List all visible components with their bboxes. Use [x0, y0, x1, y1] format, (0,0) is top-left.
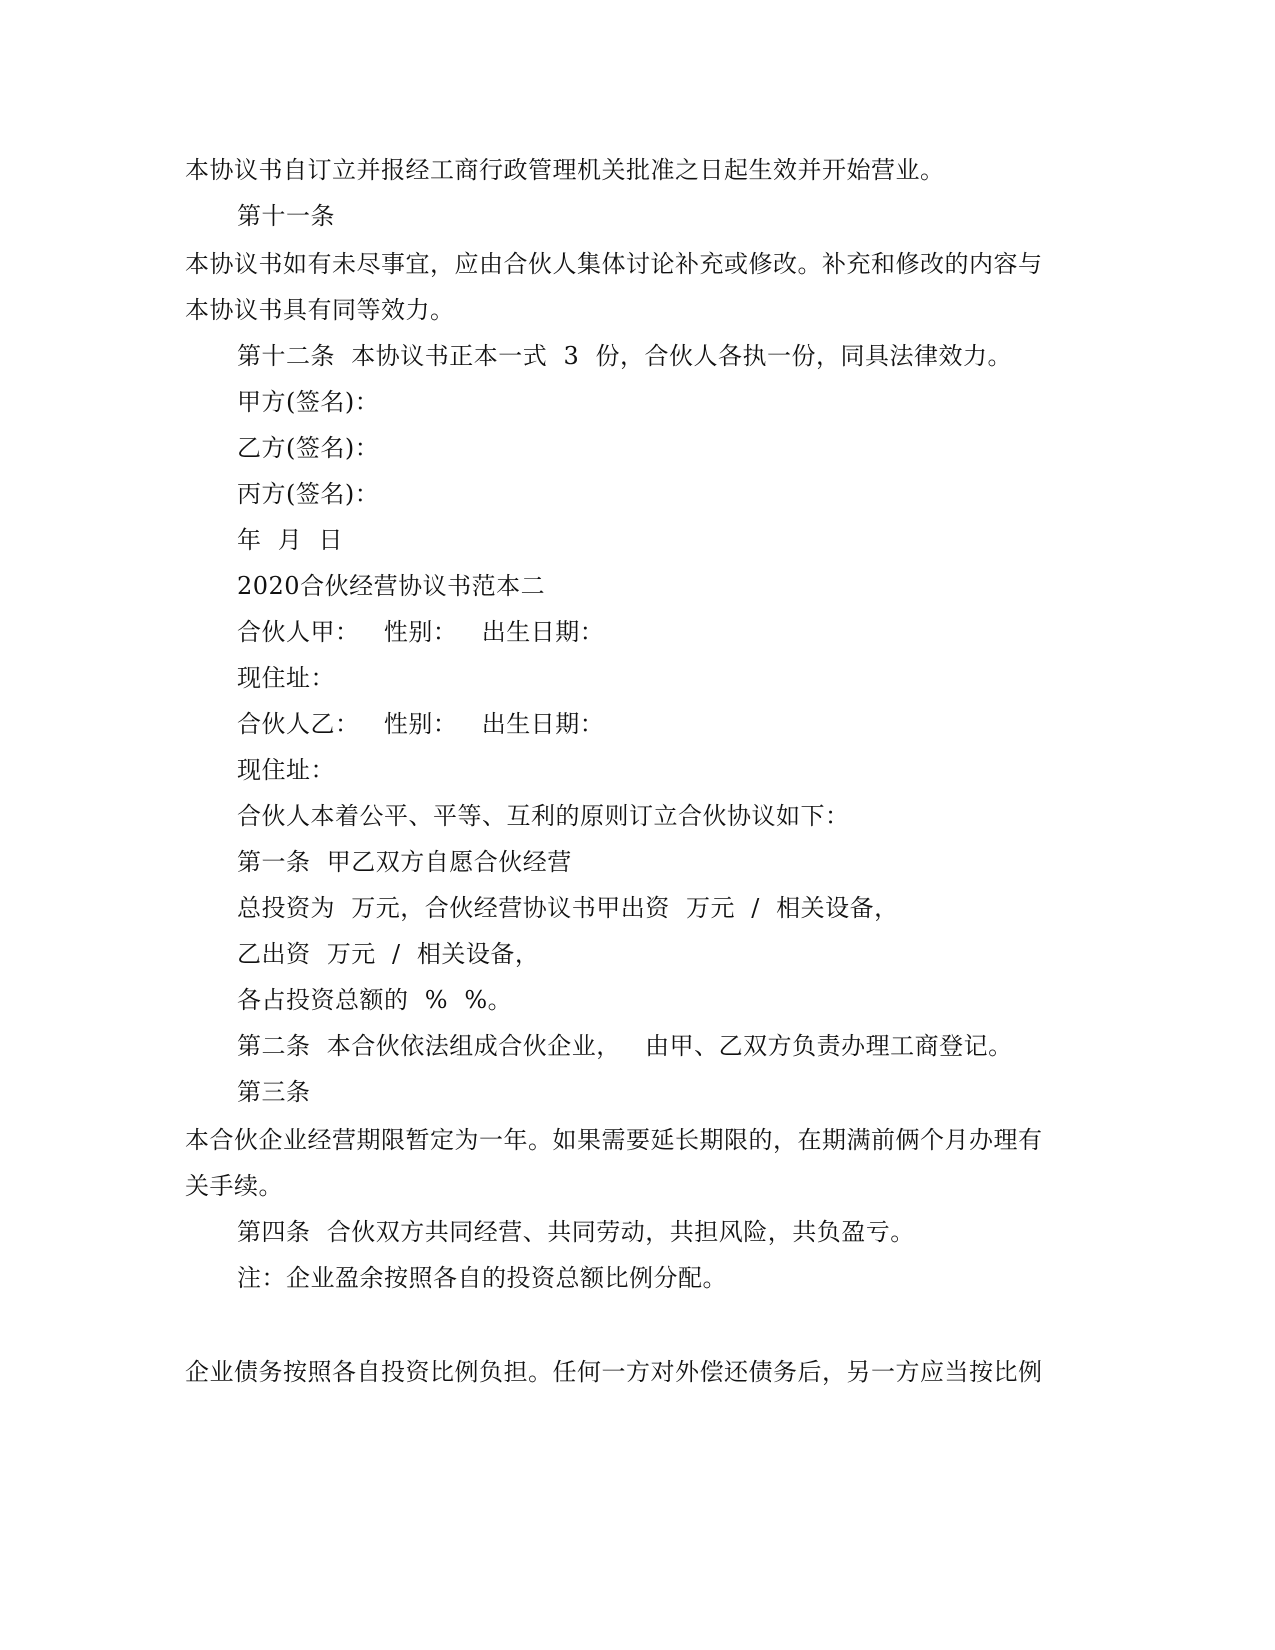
paragraph-effective-date: 本协议书自订立并报经工商行政管理机关批准之日起生效并开始营业。: [185, 156, 945, 184]
signature-date: 年 月 日: [237, 526, 344, 554]
article-1-heading: 第一条 甲乙双方自愿合伙经营: [237, 848, 572, 876]
article-3-heading: 第三条: [237, 1078, 311, 1106]
partner-b-info: 合伙人乙： 性别： 出生日期：: [237, 710, 605, 738]
article-12-text: 第十二条 本协议书正本一式 3 份，合伙人各执一份，同具法律效力。: [237, 342, 1013, 370]
article-2-text: 第二条 本合伙依法组成合伙企业， 由甲、乙双方负责办理工商登记。: [237, 1032, 1013, 1060]
article-11-text-line-2: 本协议书具有同等效力。: [185, 296, 455, 324]
debt-allocation-text: 企业债务按照各自投资比例负担。任何一方对外偿还债务后，另一方应当按比例: [185, 1358, 1043, 1386]
signature-party-b: 乙方(签名)：: [237, 434, 380, 462]
agreement-preamble: 合伙人本着公平、平等、互利的原则订立合伙协议如下：: [237, 802, 850, 830]
investment-party-b: 乙出资 万元 / 相关设备，: [237, 940, 540, 968]
article-3-text-line-1: 本合伙企业经营期限暂定为一年。如果需要延长期限的，在期满前俩个月办理有: [185, 1126, 1043, 1154]
article-11-text-line-1: 本协议书如有未尽事宜，应由合伙人集体讨论补充或修改。补充和修改的内容与: [185, 250, 1043, 278]
investment-total: 总投资为 万元，合伙经营协议书甲出资 万元 / 相关设备，: [237, 894, 899, 922]
template-two-title: 2020合伙经营协议书范本二: [237, 572, 546, 600]
signature-party-c: 丙方(签名)：: [237, 480, 380, 508]
partner-a-info: 合伙人甲： 性别： 出生日期：: [237, 618, 605, 646]
article-4-text: 第四条 合伙双方共同经营、共同劳动，共担风险，共负盈亏。: [237, 1218, 915, 1246]
profit-distribution-note: 注：企业盈余按照各自的投资总额比例分配。: [237, 1264, 727, 1292]
investment-share: 各占投资总额的 % %。: [237, 986, 513, 1014]
article-3-text-line-2: 关手续。: [185, 1172, 283, 1200]
signature-party-a: 甲方(签名)：: [237, 388, 380, 416]
partner-b-address: 现住址：: [237, 756, 335, 784]
partner-a-address: 现住址：: [237, 664, 335, 692]
article-11-heading: 第十一条: [237, 202, 335, 230]
